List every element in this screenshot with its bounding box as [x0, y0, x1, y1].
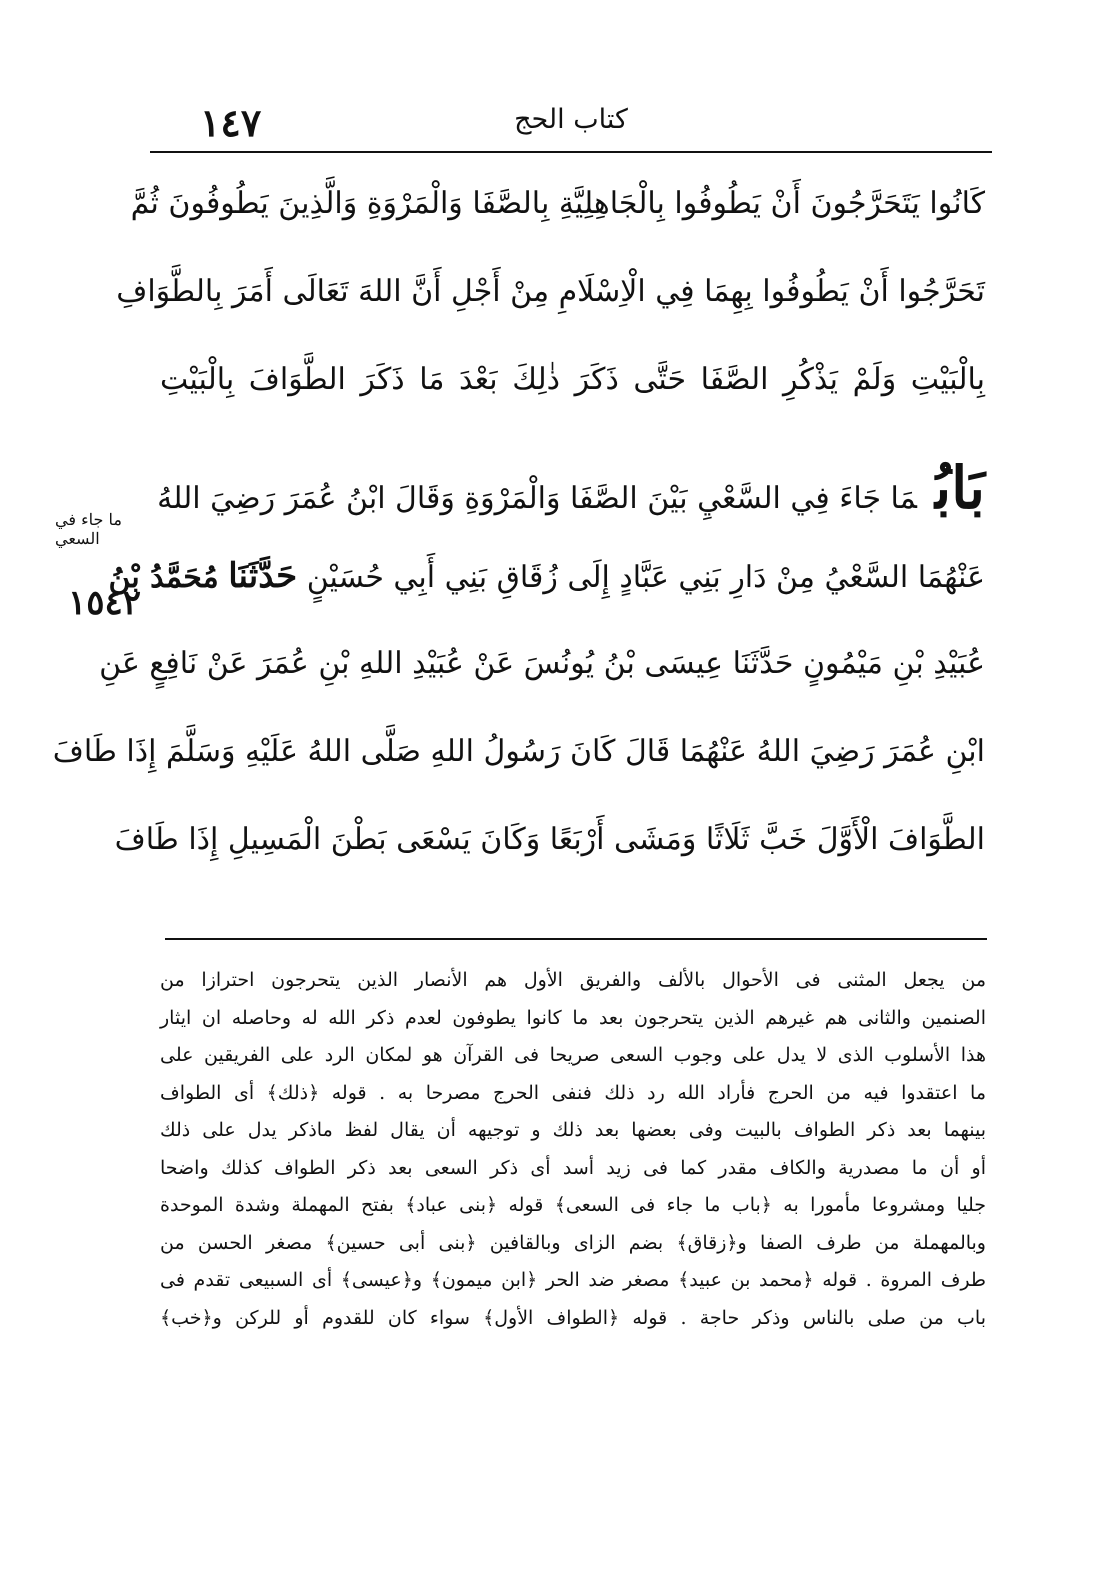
header-divider	[150, 151, 992, 153]
main-line	[108, 532, 985, 620]
main-line: ابْنِ عُمَرَ رَضِيَ اللهُ عَنْهُمَا قَالَ كَانَ رَسُولُ اللهِ صَلَّى اللهُ عَلَيْهِ وَسَلَّمَ إِذَا طَافَ	[52, 734, 985, 769]
margin-note: ما جاء في السعي	[55, 510, 122, 548]
page-number: ١٤٧	[200, 100, 262, 145]
section-gap	[160, 424, 985, 444]
footnote-line: الصنمين والثانى هم غيرهم الذين يتحرجون بعد ما كانوا يطوفون لعدم ذكر الله له وحاصله ان ايثار	[160, 1006, 986, 1029]
narrator-name: مُحَمَّدُ بْنُ	[108, 560, 219, 595]
main-line-part: عَنْهُمَا السَّعْيُ مِنْ دَارِ بَنِي عَبَّادٍ إِلَى زُقَاقِ بَنِي أَبِي حُسَيْنٍ	[306, 560, 985, 595]
footnote-line: وبالمهملة من طرف الصفا و﴿زقاق﴾ بضم الزاى وبالقافين ﴿بنى أبى حسين﴾ مصغر الحسن من	[160, 1231, 986, 1254]
haddathana-word: حَدَّثَنَا	[228, 556, 298, 596]
footnote-line: أو أن ما مصدرية والكاف مقدر كما فى زيد أسد أى ذكر السعى بعد ذكر الطواف كذلك واضحا	[160, 1156, 986, 1179]
footnote-line: هذا الأسلوب الذى لا يدل على وجوب السعى صريحا فى القرآن هو لمكان الرد على الفريقين على	[160, 1044, 986, 1066]
bab-word: بَابُ	[935, 454, 985, 522]
footnote-line: من يجعل المثنى فى الأحوال بالألف والفريق الأول هم الأنصار الذين يتحرجون احترازا من	[160, 969, 986, 991]
footnote-divider	[165, 938, 987, 940]
footnote-line: جليا ومشروعا مأمورا به ﴿باب ما جاء فى السعى﴾ قوله ﴿بنى عباد﴾ بفتح المهملة وشدة الموحدة	[160, 1194, 986, 1216]
chapter-heading	[157, 444, 985, 532]
page-header	[150, 100, 992, 152]
main-line: تَحَرَّجُوا أَنْ يَطُوفُوا بِهِمَا فِي الْاِسْلَامِ مِنْ أَجْلِ أَنَّ اللهَ تَعَالَى أَمَرَ بِالطَّوَافِ	[116, 274, 985, 309]
footnote-line: باب من صلى بالناس وذكر حاجة . قوله ﴿الطواف الأول﴾ سواء كان للقدوم أو للركن و﴿خب﴾	[160, 1306, 986, 1329]
main-line: الطَّوَافَ الْأَوَّلَ خَبَّ ثَلَاثًا وَمَشَى أَرْبَعًا وَكَانَ يَسْعَى بَطْنَ الْمَسِيلِ إِذَا طَافَ	[114, 822, 985, 857]
main-line: بِالْبَيْتِ وَلَمْ يَذْكُرِ الصَّفَا حَتَّى ذَكَرَ ذٰلِكَ بَعْدَ مَا ذَكَرَ الطَّوَافَ بِالْبَيْتِ	[160, 362, 985, 397]
book-title: كتاب الحج	[514, 104, 628, 135]
main-line: عُبَيْدِ بْنِ مَيْمُونٍ حَدَّثَنَا عِيسَى بْنُ يُونُسَ عَنْ عُبَيْدِ اللهِ بْنِ عُمَرَ عَنْ نَافِعٍ عَنِ	[99, 646, 985, 681]
footnote-line: ما اعتقدوا فيه من الحرج فأراد الله رد ذلك فنفى الحرج مصرحا به . قوله ﴿ذلك﴾ أى الطواف	[160, 1081, 986, 1104]
hadith-number: ١٥٤٢	[68, 583, 142, 623]
chapter-title: مَا جَاءَ فِي السَّعْيِ بَيْنَ الصَّفَا وَالْمَرْوَةِ وَقَالَ ابْنُ عُمَرَ رَضِيَ اللهُ	[157, 481, 918, 516]
footnote-line: بينهما بعد ذكر الطواف بالبيت وفى بعضها بعد ذلك و توجيهه أن يقال لفظ ماذكر يدل على ذلك	[160, 1119, 986, 1141]
main-line: كَانُوا يَتَحَرَّجُونَ أَنْ يَطُوفُوا بِالْجَاهِلِيَّةِ بِالصَّفَا وَالْمَرْوَةِ وَالَّذِينَ يَطُوفُونَ ثُمَّ	[130, 186, 985, 221]
footnote-line: طرف المروة . قوله ﴿محمد بن عبيد﴾ مصغر ضد الحر ﴿ابن ميمون﴾ و﴿عيسى﴾ أى السبيعى تقدم فى	[160, 1269, 986, 1291]
footnotes	[160, 962, 986, 1337]
